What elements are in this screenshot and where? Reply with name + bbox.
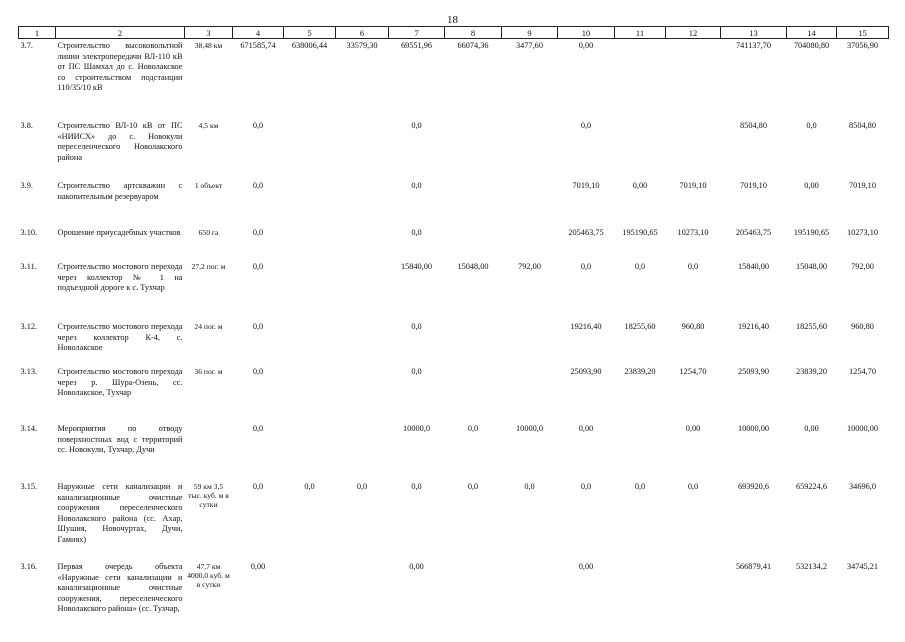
cell-value: 0,00 (578, 424, 594, 433)
cell-value: 0,0 (580, 121, 592, 130)
cell-value (284, 260, 336, 320)
cell-value: 205463,75 (735, 228, 772, 237)
cell-value: 8504,80 (849, 121, 876, 130)
cell-value: 0,0 (252, 228, 264, 237)
cell-value (284, 365, 336, 422)
cell-value: 23839,20 (624, 367, 656, 376)
column-header: 2 (56, 27, 185, 39)
row-index: 3.7. (20, 41, 33, 50)
cell-value: 10000,0 (403, 424, 430, 433)
cell-value: 15840,00 (737, 262, 770, 271)
cell-value: 10273,10 (677, 228, 709, 237)
cell-value: 0,0 (687, 262, 699, 271)
row-index: 3.11. (20, 262, 37, 271)
column-header: 13 (721, 27, 787, 39)
column-header: 4 (233, 27, 284, 39)
cell-value: 0,0 (411, 181, 422, 190)
cell-value: 0,0 (411, 482, 422, 491)
cell-value: 69551,96 (400, 41, 433, 50)
cell-value: 19216,40 (570, 322, 602, 331)
cell-value: 532134,2 (795, 562, 828, 571)
row-quantity: 1 объект (194, 181, 223, 190)
cell-value: 1254,70 (679, 367, 707, 376)
table-row (19, 179, 889, 226)
cell-value: 15048,00 (795, 262, 828, 271)
column-header: 10 (558, 27, 615, 39)
row-name: Наружные сети канализации и канализационные очистные сооружения переселенческого Новолакского района (сс. Ахар, Шушия, Новочуртах, Дучи, Гамиях) (57, 482, 183, 544)
row-name: Строительство высоковольтной линии электропередачи ВЛ-110 кВ от ПС Шамхал до с. Новолакское со строительством подстанции 110/35/10 кВ (57, 41, 183, 93)
row-name: Строительство ВЛ-10 кВ от ПС «НИИСХ» до с. Новокули переселенческого Новолакского района (57, 121, 183, 162)
cell-value: 0,00 (804, 424, 819, 433)
column-header: 14 (787, 27, 837, 39)
column-header: 7 (389, 27, 445, 39)
row-index: 3.15. (20, 482, 38, 491)
column-header: 5 (284, 27, 336, 39)
row-index: 3.12. (20, 322, 38, 331)
table-row (19, 226, 889, 260)
cell-value: 0,0 (252, 322, 264, 331)
cell-value: 0,0 (687, 482, 699, 491)
cell-value: 23839,20 (795, 367, 828, 376)
cell-value: 10273,10 (846, 228, 879, 237)
page-number: 18 (447, 14, 458, 26)
cell-value: 8504,80 (740, 121, 767, 130)
cell-value (445, 365, 502, 422)
table-row (19, 365, 889, 422)
table-row (19, 560, 889, 642)
cell-value (336, 422, 389, 480)
cell-value (615, 560, 666, 642)
cell-value (336, 320, 389, 365)
column-header-row (19, 27, 889, 39)
cell-value: 34745,21 (846, 562, 879, 571)
cell-value (284, 119, 336, 179)
table-row (19, 119, 889, 179)
cell-value: 0,00 (250, 562, 266, 571)
table-row (19, 320, 889, 365)
cell-value (445, 560, 502, 642)
cell-value: 7019,10 (740, 181, 767, 190)
row-index: 3.9. (20, 181, 33, 190)
cell-value: 195190,65 (793, 228, 830, 237)
cell-value: 0,0 (580, 482, 592, 491)
cell-value (284, 179, 336, 226)
table-row (19, 480, 889, 560)
cell-value: 10000,0 (516, 424, 543, 433)
cell-value: 960,80 (851, 322, 874, 331)
cell-value: 960,80 (681, 322, 705, 331)
column-header: 1 (19, 27, 56, 39)
column-header: 11 (615, 27, 666, 39)
cell-value: 66074,36 (457, 41, 489, 50)
cell-value: 741137,70 (736, 41, 771, 50)
cell-value (502, 226, 558, 260)
column-header: 8 (445, 27, 502, 39)
cell-value (666, 560, 721, 642)
row-index: 3.13. (20, 367, 38, 376)
row-index: 3.8. (20, 121, 33, 130)
cell-value: 659224,6 (795, 482, 828, 491)
cell-value: 18255,60 (624, 322, 656, 331)
cell-value: 671585,74 (240, 41, 276, 50)
cell-value (284, 226, 336, 260)
cell-value (666, 119, 721, 179)
cell-value: 10000,00 (846, 424, 879, 433)
cell-value (502, 560, 558, 642)
cell-value: 205463,75 (568, 228, 604, 237)
cell-value (666, 39, 721, 120)
row-index: 3.14. (20, 424, 38, 433)
cell-value: 25093,90 (570, 367, 602, 376)
cell-value: 0,0 (411, 367, 422, 376)
cell-value: 18255,60 (795, 322, 828, 331)
cell-value: 792,00 (851, 262, 874, 271)
cell-value (615, 119, 666, 179)
cell-value (336, 560, 389, 642)
cell-value: 0,0 (467, 424, 479, 433)
cell-value: 0,0 (467, 482, 479, 491)
cell-value (445, 119, 502, 179)
cell-value: 0,00 (685, 424, 701, 433)
cell-value: 0,0 (524, 482, 535, 491)
cell-value: 0,0 (411, 322, 422, 331)
cell-value: 0,0 (252, 367, 264, 376)
cell-value (284, 320, 336, 365)
cell-value: 0,0 (634, 262, 646, 271)
cell-value: 0,00 (804, 181, 819, 190)
cell-value (445, 226, 502, 260)
cell-value: 10000,00 (737, 424, 770, 433)
row-name: Мероприятия по отводу поверхностных вод с территорий сс. Новокули, Тухчар, Дучи (57, 424, 183, 455)
column-header: 15 (837, 27, 889, 39)
table-row (19, 39, 889, 120)
row-quantity: 36 пог. м (194, 367, 223, 376)
row-quantity: 47,7 км 4000,0 куб. м в сутки (187, 562, 230, 589)
cell-value: 0,00 (578, 562, 594, 571)
row-quantity: 650 га (198, 228, 219, 237)
column-header: 12 (666, 27, 721, 39)
cell-value: 37056,90 (846, 41, 879, 50)
cell-value: 195190,65 (622, 228, 658, 237)
cell-value: 25093,90 (737, 367, 770, 376)
cell-value (502, 179, 558, 226)
cell-value: 0,0 (252, 121, 264, 130)
row-name: Строительство мостового перехода через коллектор № 1 на подъездной дороге к с. Тухчар (57, 262, 183, 293)
cell-value (336, 179, 389, 226)
cell-value: 638006,44 (291, 41, 328, 50)
row-index: 3.16. (20, 562, 38, 571)
row-index: 3.10. (20, 228, 38, 237)
cell-value: 0,0 (356, 482, 368, 491)
cell-value: 3477,60 (516, 41, 543, 50)
table-row (19, 422, 889, 480)
cell-value: 0,0 (252, 424, 264, 433)
cell-value: 7019,10 (572, 181, 600, 190)
cell-value: 693920,6 (737, 482, 770, 491)
cell-value: 704080,80 (793, 41, 830, 50)
cell-value (445, 320, 502, 365)
cell-value (336, 365, 389, 422)
cell-value: 0,00 (632, 181, 648, 190)
row-quantity: 24 пог. м (194, 322, 223, 331)
cell-value (445, 179, 502, 226)
cell-value: 0,0 (411, 121, 422, 130)
cell-value (284, 560, 336, 642)
cell-value: 792,00 (518, 262, 541, 271)
cell-value: 7019,10 (849, 181, 876, 190)
row-quantity: 38,48 км (194, 41, 223, 50)
cell-value (284, 422, 336, 480)
cell-value: 15048,00 (457, 262, 489, 271)
cell-value (502, 320, 558, 365)
cell-value (502, 365, 558, 422)
cell-value: 0,0 (580, 262, 592, 271)
row-quantity (185, 422, 233, 480)
row-quantity: 27,2 пог. м (191, 262, 226, 271)
row-quantity: 59 км 3,5 тыс. куб. м в сутки (188, 482, 229, 509)
cell-value: 0,0 (806, 121, 817, 130)
budget-table (18, 26, 889, 642)
row-name: Строительство мостового перехода через коллектор К-4, с. Новолакское (57, 322, 183, 353)
row-name: Первая очередь объекта «Наружные сети канализации и канализационные очистные сооружения, переселенческого Новолакского района» (сс. Тухчар, (57, 562, 183, 614)
column-header: 9 (502, 27, 558, 39)
cell-value: 0,0 (252, 262, 264, 271)
row-name: Строительство мостового перехода через р. Шура-Озень, сс. Новолакское, Тухчар (57, 367, 183, 398)
cell-value: 15840,00 (400, 262, 433, 271)
cell-value: 0,0 (304, 482, 315, 491)
cell-value: 0,0 (411, 228, 422, 237)
cell-value: 0,00 (409, 562, 424, 571)
column-header: 6 (336, 27, 389, 39)
cell-value: 0,0 (634, 482, 646, 491)
row-name: Орошение приусадебных участков (57, 228, 181, 237)
cell-value: 0,0 (252, 482, 264, 491)
cell-value: 34696,0 (849, 482, 876, 491)
cell-value (336, 260, 389, 320)
table-row (19, 260, 889, 320)
cell-value (502, 119, 558, 179)
cell-value: 566879,41 (735, 562, 772, 571)
cell-value: 7019,10 (679, 181, 707, 190)
cell-value: 0,0 (252, 181, 264, 190)
cell-value (615, 39, 666, 120)
cell-value (336, 119, 389, 179)
cell-value: 1254,70 (849, 367, 876, 376)
cell-value: 19216,40 (737, 322, 770, 331)
column-header: 3 (185, 27, 233, 39)
cell-value: 0,00 (578, 41, 594, 50)
cell-value (615, 422, 666, 480)
row-name: Строительство артскважин с накопительным резервуаром (57, 181, 183, 201)
cell-value (336, 226, 389, 260)
row-quantity: 4,5 км (198, 121, 219, 130)
cell-value: 33579,30 (346, 41, 378, 50)
